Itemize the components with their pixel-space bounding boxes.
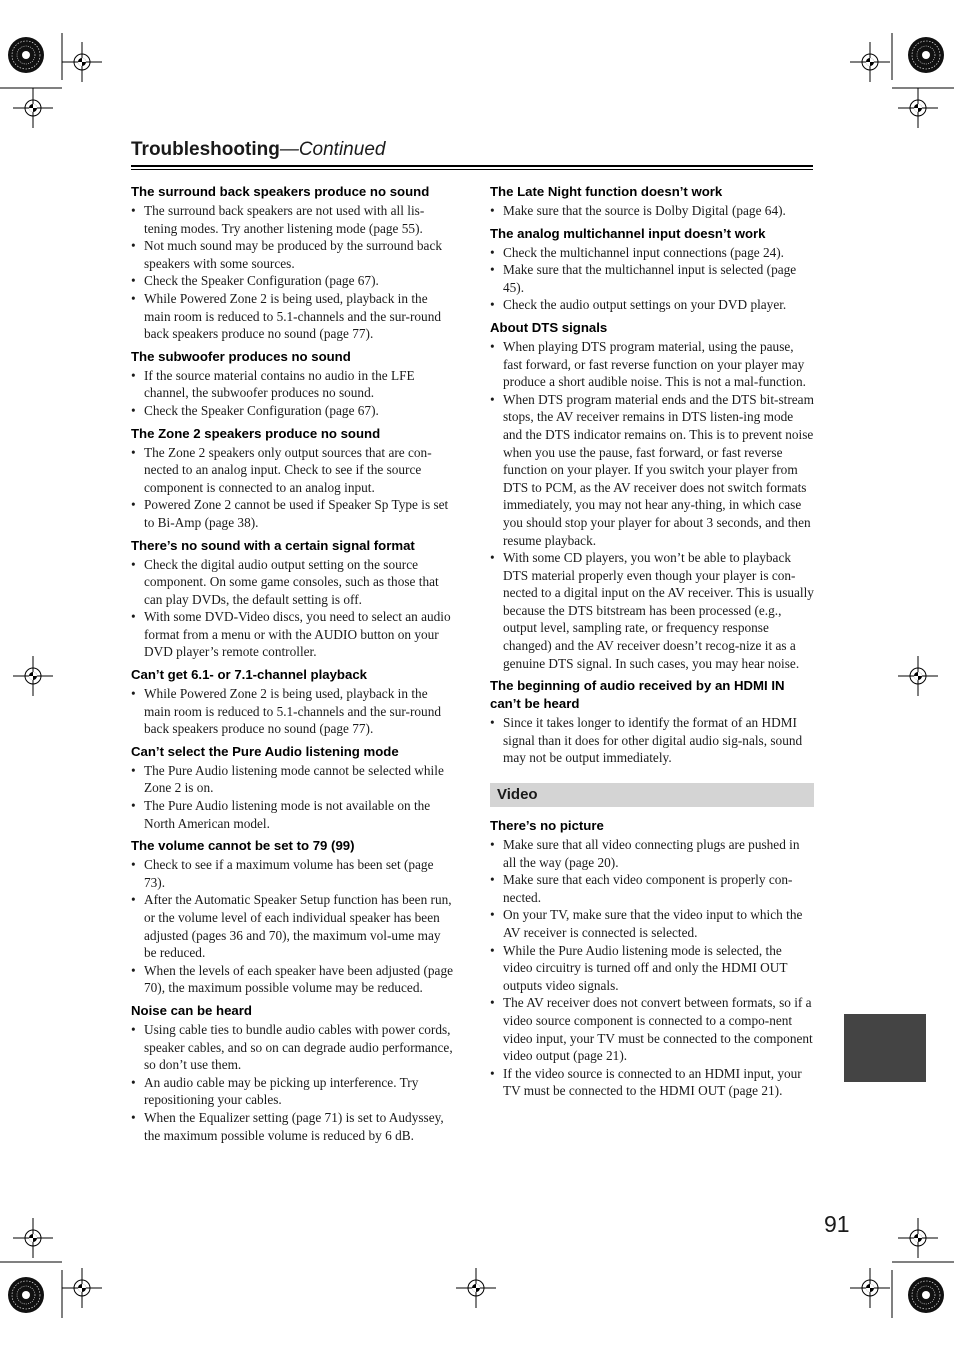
troubleshooting-section: [131, 425, 456, 532]
section-heading: The surround back speakers produce no sound: [131, 184, 430, 199]
bullet-item: • While the Pure Audio listening mode is selected, the video circuitry is turned off and only the HDMI OUT outputs video signals.: [490, 942, 814, 995]
bullet-item: • Since it takes longer to identify the format of an HDMI signal than it does for other digital audio sig-nals, sound may not be output immediately.: [490, 714, 814, 767]
section-heading: The beginning of audio received by an HDMI IN can’t be heard: [490, 678, 785, 712]
bullet-item: • When playing DTS program material, using the pause, fast forward, or fast reverse function on your player may produce a short audible noise. This is not a mal-function.: [490, 338, 814, 391]
bullet-item: • Check the audio output settings on your DVD player.: [490, 296, 814, 314]
bullet-item: • While Powered Zone 2 is being used, playback in the main room is reduced to 5.1-channels and the sur-round back speakers produce no sound (page 77).: [131, 290, 456, 343]
registration-cross-icon: [13, 1218, 53, 1258]
troubleshooting-section: [490, 817, 814, 1100]
registration-cross-icon: [850, 1268, 890, 1308]
page-title: [131, 139, 385, 161]
bullet-item: • With some CD players, you won’t be able to playback DTS material properly even though your player is con-nected to a digital input on the AV receiver. This is usually because the DTS bitstream has been processed (e.g., output level, sampling rate, or frequency response changed) and the AV receiver doesn’t recog-nize it as a genuine DTS signal. In such cases, you may hear noise.: [490, 549, 814, 672]
bullet-list: [131, 856, 456, 997]
troubleshooting-section: [131, 666, 456, 738]
bullet-item: • Check the digital audio output setting on the source component. On some game consoles, such as those that can play DVDs, the default setting is off.: [131, 556, 456, 609]
bullet-item: • Make sure that all video connecting plugs are pushed in all the way (page 20).: [490, 836, 814, 871]
bullet-item: • After the Automatic Speaker Setup function has been run, or the volume level of each individual speaker has been adjusted (pages 36 and 70), the maximum vol-ume may be reduced.: [131, 891, 456, 961]
bullet-item: • With some DVD-Video discs, you need to select an audio format from a menu or with the AUDIO button on your DVD player’s remote controller.: [131, 608, 456, 661]
bullet-item: • Check the Speaker Configuration (page 67).: [131, 402, 456, 420]
bullet-list: [490, 836, 814, 1100]
registration-burst-icon: [8, 1277, 44, 1313]
registration-cross-icon: [850, 42, 890, 82]
bullet-item: • The surround back speakers are not used with all lis-tening modes. Try another listening mode (page 55).: [131, 202, 456, 237]
bullet-item: • Powered Zone 2 cannot be used if Speaker Sp Type is set to Bi-Amp (page 38).: [131, 496, 456, 531]
section-heading: There’s no picture: [490, 818, 604, 834]
bullet-list: [131, 367, 456, 420]
page-number: 91: [824, 1211, 850, 1237]
bullet-item: • Check to see if a maximum volume has been set (page 73).: [131, 856, 456, 891]
registration-cross-icon: [13, 88, 53, 128]
bullet-item: • On your TV, make sure that the video input to which the AV receiver is connected is selected.: [490, 906, 814, 941]
troubleshooting-section: [490, 225, 814, 314]
bullet-item: • The Pure Audio listening mode is not available on the North American model.: [131, 797, 456, 832]
registration-cross-icon: [898, 88, 938, 128]
registration-cross-icon: [898, 1218, 938, 1258]
bullet-list: [131, 1021, 456, 1144]
title-rule: [131, 165, 813, 167]
bullet-item: • The Pure Audio listening mode cannot be selected while Zone 2 is on.: [131, 762, 456, 797]
bullet-list: [131, 762, 456, 832]
bullet-item: • The Zone 2 speakers only output sources that are con-nected to an analog input. Check to see if the source component is connected to an analog input.: [131, 444, 456, 497]
section-heading: Can’t get 6.1- or 7.1-channel playback: [131, 667, 367, 683]
registration-cross-icon: [62, 1268, 102, 1308]
section-heading: Can’t select the Pure Audio listening mode: [131, 743, 399, 759]
bullet-item: • If the source material contains no audio in the LFE channel, the subwoofer produces no sound.: [131, 367, 456, 402]
bullet-item: • While Powered Zone 2 is being used, playback in the main room is reduced to 5.1-channels and the sur-round back speakers produce no sound (page 77).: [131, 685, 456, 738]
registration-cross-icon: [456, 1268, 496, 1308]
bullet-item: • Check the Speaker Configuration (page 67).: [131, 272, 456, 290]
bullet-item: • Using cable ties to bundle audio cables with power cords, speaker cables, and so on can degrade audio performance, so don’t use them.: [131, 1021, 456, 1074]
bullet-item: • Make sure that the multichannel input is selected (page 45).: [490, 261, 814, 296]
bullet-list: [131, 685, 456, 738]
bullet-item: • Make sure that each video component is properly con-nected.: [490, 871, 814, 906]
bullet-item: • An audio cable may be picking up interference. Try repositioning your cables.: [131, 1074, 456, 1109]
troubleshooting-section: [490, 677, 814, 767]
registration-burst-icon: [8, 37, 44, 73]
registration-cross-icon: [62, 42, 102, 82]
troubleshooting-section: [131, 1002, 456, 1144]
bullet-list: [131, 444, 456, 532]
section-heading: Noise can be heard: [131, 1002, 252, 1018]
registration-burst-icon: [908, 37, 944, 73]
section-heading: About DTS signals: [490, 319, 608, 335]
section-heading: The volume cannot be set to 79 (99): [131, 838, 355, 854]
right-column: [490, 183, 814, 1105]
bullet-list: [490, 244, 814, 314]
troubleshooting-section: [131, 837, 456, 997]
registration-cross-icon: [898, 656, 938, 696]
left-column: [131, 183, 456, 1149]
title-rule-thin: [131, 169, 813, 170]
registration-burst-icon: [908, 1277, 944, 1313]
troubleshooting-section: [490, 319, 814, 672]
section-heading: The analog multichannel input doesn’t work: [490, 225, 766, 241]
bullet-list: [490, 714, 814, 767]
troubleshooting-section: [131, 183, 456, 343]
bullet-item: • Make sure that the source is Dolby Digital (page 64).: [490, 202, 814, 220]
section-heading: The Late Night function doesn’t work: [490, 184, 723, 199]
right-column-sections: [490, 183, 814, 767]
section-heading: There’s no sound with a certain signal format: [131, 537, 415, 553]
bullet-item: • Check the multichannel input connections (page 24).: [490, 244, 814, 262]
troubleshooting-section: [131, 348, 456, 420]
bullet-list: [490, 202, 814, 220]
bullet-item: • If the video source is connected to an HDMI input, your TV must be connected to the HDMI OUT (page 21).: [490, 1065, 814, 1100]
bullet-item: • Not much sound may be produced by the surround back speakers with some sources.: [131, 237, 456, 272]
bullet-item: • When the levels of each speaker have been adjusted (page 70), the maximum possible volume may be reduced.: [131, 962, 456, 997]
troubleshooting-section: [131, 537, 456, 662]
troubleshooting-section: [490, 183, 814, 220]
bullet-item: • When DTS program material ends and the DTS bit-stream stops, the AV receiver remains in DTS listen-ing mode and the DTS indicator remains on. This is to prevent noise when you use the pause, fast forward, or fast reverse function on your player. If you switch your player from DTS to PCM, as the AV receiver does not switch formats immediately, you may not hear any-thing, in which case you should stop your player for about 3 seconds, and then resume playback.: [490, 391, 814, 549]
page-title-continued: —Continued: [279, 139, 386, 160]
page-title-main: Troubleshooting: [131, 139, 280, 160]
bullet-list: [490, 338, 814, 672]
troubleshooting-section: [131, 743, 456, 832]
bullet-item: • The AV receiver does not convert between formats, so if a video source component is connected to a compo-nent video input, your TV must be connected to the component video output (page 21).: [490, 994, 814, 1064]
video-sections: [490, 817, 814, 1100]
bullet-item: • When the Equalizer setting (page 71) is set to Audyssey, the maximum possible volume is reduced by 6 dB.: [131, 1109, 456, 1144]
video-section-header: Video: [490, 783, 814, 807]
registration-cross-icon: [13, 656, 53, 696]
chapter-thumb-tab: [844, 1014, 926, 1082]
bullet-list: [131, 202, 456, 343]
bullet-list: [131, 556, 456, 662]
section-heading: The Zone 2 speakers produce no sound: [131, 425, 381, 441]
section-heading: The subwoofer produces no sound: [131, 348, 351, 364]
